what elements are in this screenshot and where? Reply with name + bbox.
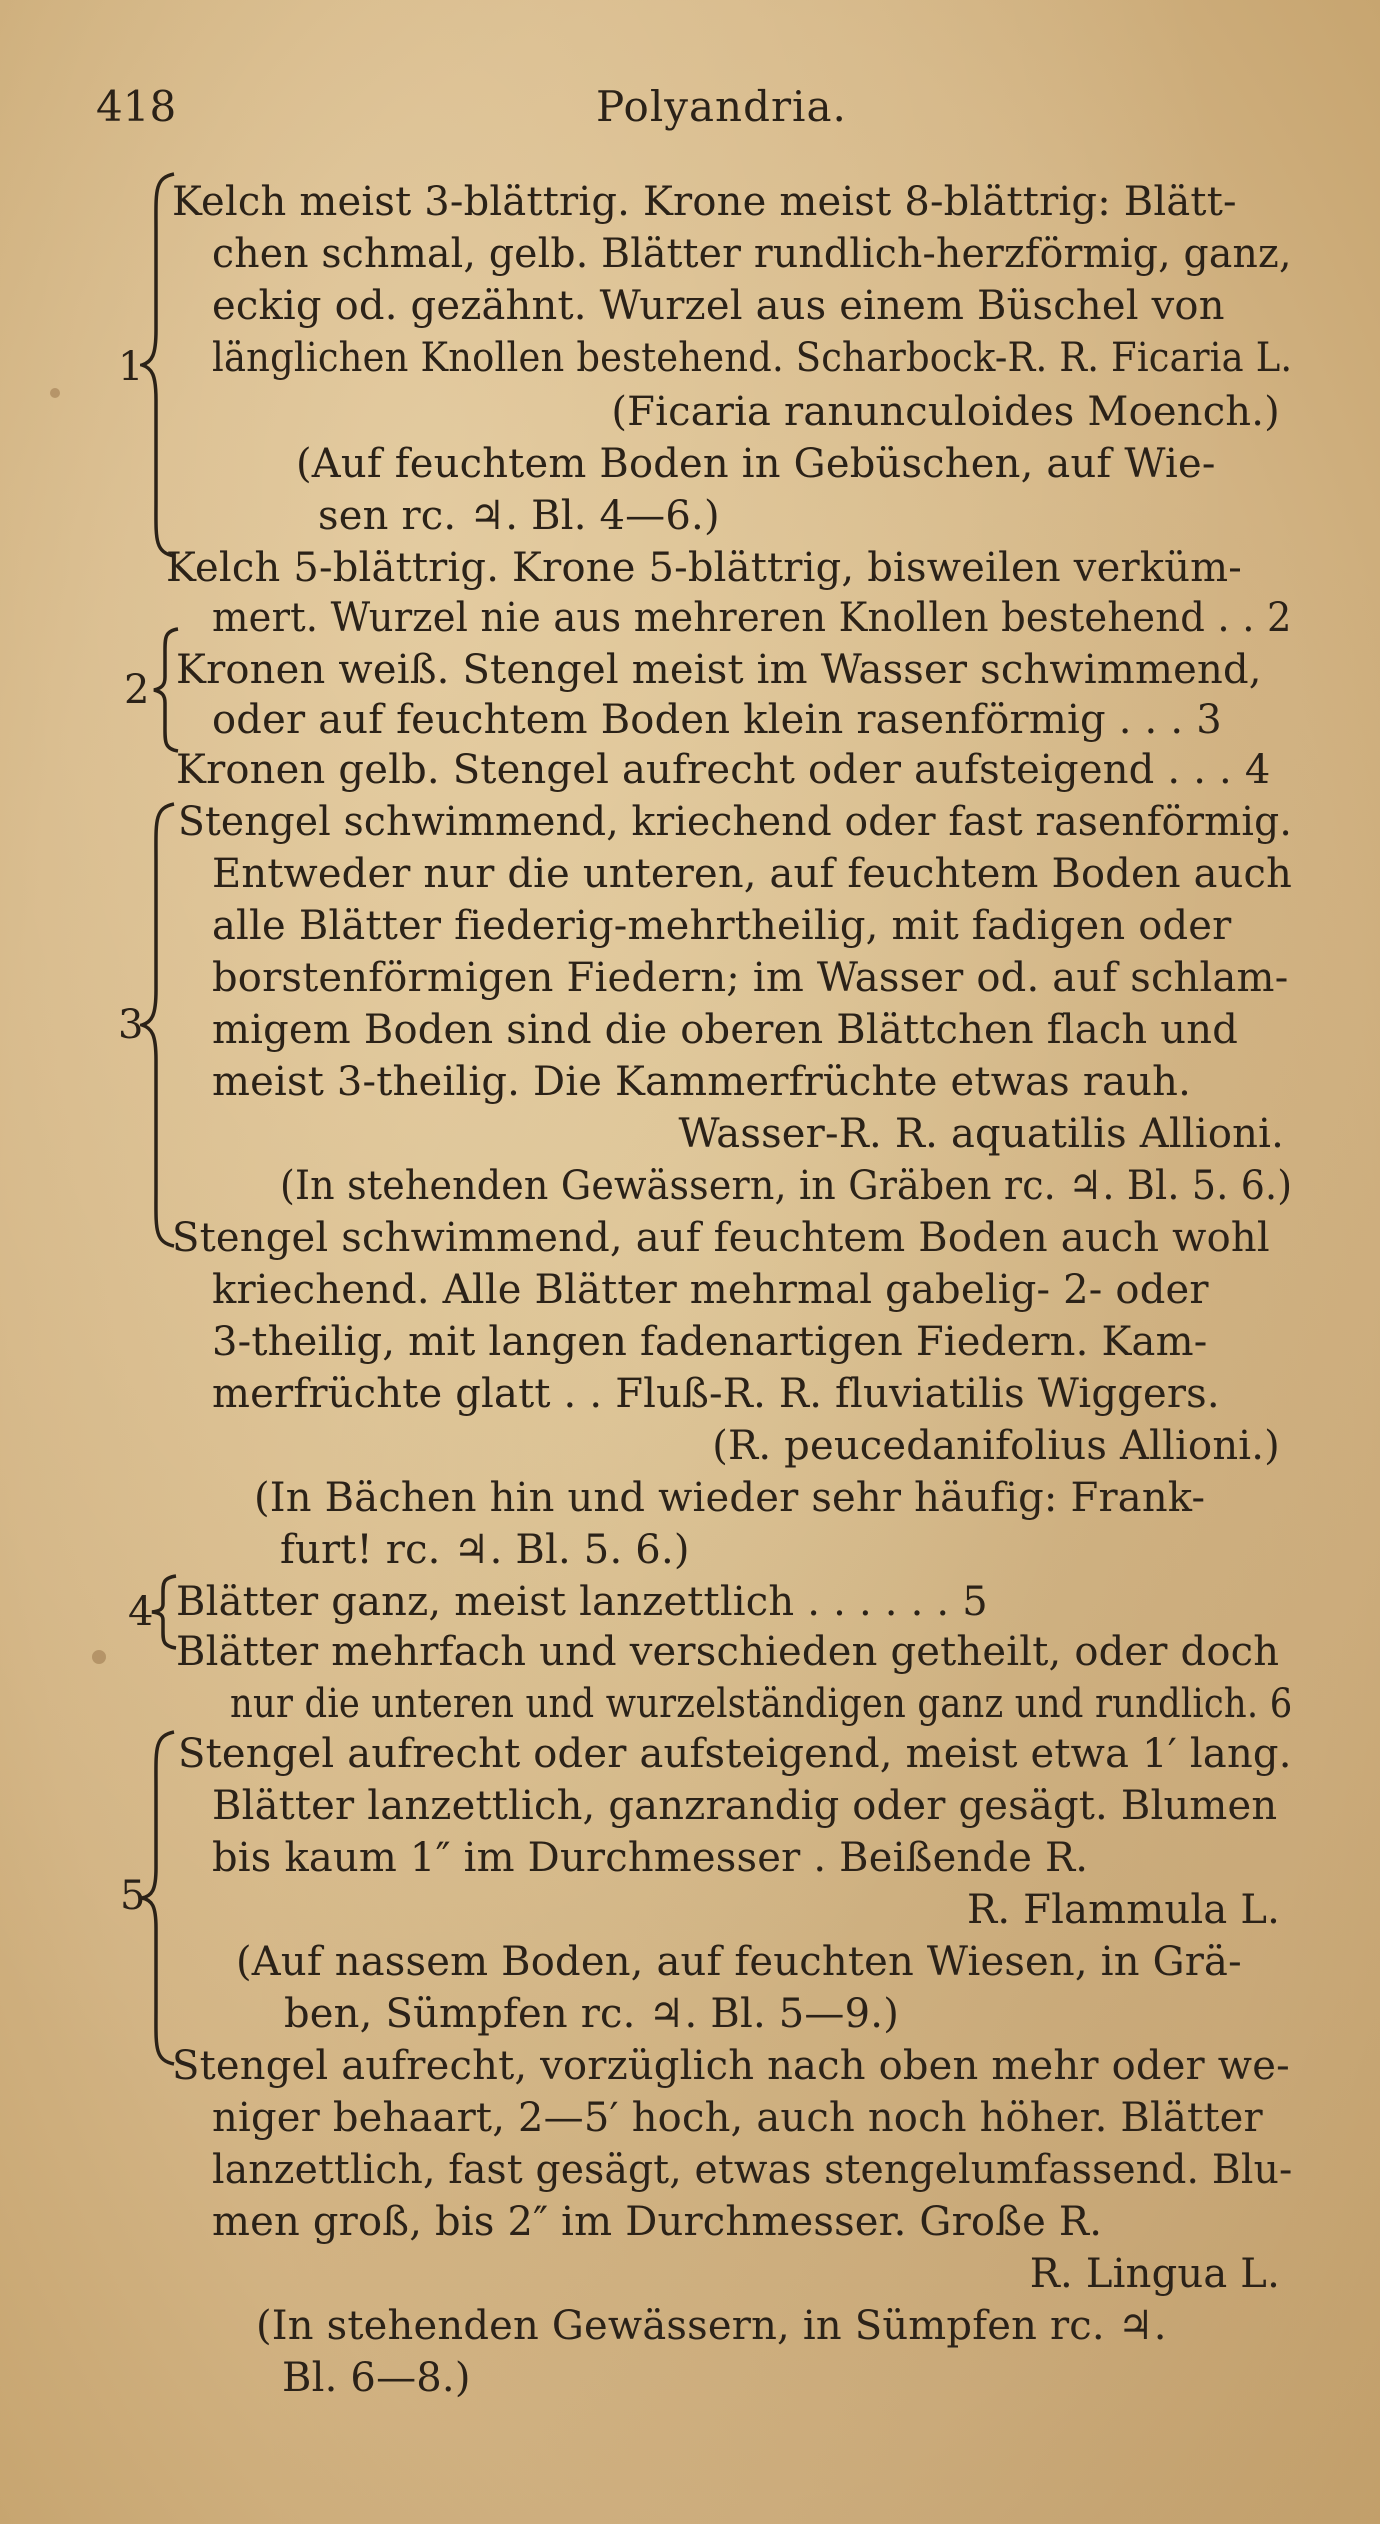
key-line: Kronen weiß. Stengel meist im Wasser schwimmend, <box>176 647 1262 693</box>
key-line: Kelch meist 3-blättrig. Krone meist 8-blättrig: Blätt- <box>172 179 1237 225</box>
habitat-line: ben, Sümpfen rc. ♃. Bl. 5—9.) <box>284 1991 899 2037</box>
key-line: Stengel aufrecht, vorzüglich nach oben mehr oder we- <box>172 2043 1290 2089</box>
group-number: 1 <box>118 344 144 390</box>
key-line: Stengel schwimmend, kriechend oder fast rasenförmig. <box>178 799 1292 845</box>
habitat-line: furt! rc. ♃. Bl. 5. 6.) <box>280 1527 690 1573</box>
key-line: Blätter mehrfach und verschieden getheilt, oder doch <box>176 1629 1280 1675</box>
key-line: borstenförmigen Fiedern; im Wasser od. auf schlam- <box>212 955 1289 1001</box>
paper-stain <box>50 388 60 398</box>
key-line: bis kaum 1″ im Durchmesser . Beißende R. <box>212 1835 1089 1881</box>
species-line: R. Flammula L. <box>967 1887 1280 1933</box>
synonym-line: (R. peucedanifolius Allioni.) <box>712 1423 1280 1469</box>
key-line: niger behaart, 2—5′ hoch, auch noch höher. Blätter <box>212 2095 1263 2141</box>
species-line: Wasser-R. R. aquatilis Allioni. <box>678 1111 1284 1157</box>
key-line: oder auf feuchtem Boden klein rasenförmig . . . 3 <box>212 697 1222 743</box>
habitat-line: (In stehenden Gewässern, in Sümpfen rc. ♃. <box>256 2303 1167 2349</box>
key-line: Kelch 5-blättrig. Krone 5-blättrig, bisweilen verküm- <box>166 545 1243 591</box>
group-5-brace <box>140 1728 180 2068</box>
key-line: Stengel aufrecht oder aufsteigend, meist etwa 1′ lang. <box>178 1731 1292 1777</box>
key-line: Stengel schwimmend, auf feuchtem Boden auch wohl <box>172 1215 1270 1261</box>
key-line: alle Blätter fiederig-mehrtheilig, mit fadigen oder <box>212 903 1232 949</box>
group-number: 2 <box>124 667 150 713</box>
key-line: meist 3-theilig. Die Kammerfrüchte etwas rauh. <box>212 1059 1192 1105</box>
group-number: 3 <box>118 1002 144 1048</box>
synonym-line: (Ficaria ranunculoides Moench.) <box>611 389 1280 435</box>
key-line: nur die unteren und wurzelständigen ganz und rundlich. 6 <box>230 1681 1293 1727</box>
group-number: 5 <box>120 1873 146 1919</box>
key-line: migem Boden sind die oberen Blättchen flach und <box>212 1007 1239 1053</box>
key-line: mert. Wurzel nie aus mehreren Knollen bestehend . . 2 <box>212 595 1292 641</box>
key-line: chen schmal, gelb. Blätter rundlich-herzförmig, ganz, <box>212 231 1292 277</box>
key-line: Entweder nur die unteren, auf feuchtem Boden auch <box>212 851 1293 897</box>
group-3-brace <box>140 800 180 1250</box>
habitat-line: sen rc. ♃. Bl. 4—6.) <box>318 493 720 539</box>
key-line: eckig od. gezähnt. Wurzel aus einem Büschel von <box>212 283 1225 329</box>
habitat-line: (In Bächen hin und wieder sehr häufig: Frank- <box>254 1475 1206 1521</box>
key-line: länglichen Knollen bestehend. Scharbock-R. R. Ficaria L. <box>212 335 1293 381</box>
habitat-line: (Auf feuchtem Boden in Gebüschen, auf Wie- <box>296 441 1216 487</box>
habitat-line: (In stehenden Gewässern, in Gräben rc. ♃. Bl. 5. 6.) <box>280 1163 1293 1209</box>
species-line: R. Lingua L. <box>1029 2251 1280 2297</box>
key-line: Kronen gelb. Stengel aufrecht oder aufsteigend . . . 4 <box>176 747 1271 793</box>
key-line: 3-theilig, mit langen fadenartigen Fiedern. Kam- <box>212 1319 1208 1365</box>
habitat-line: Bl. 6—8.) <box>282 2355 471 2401</box>
key-line: Blätter ganz, meist lanzettlich . . . . . . 5 <box>176 1579 988 1625</box>
paper-stain <box>92 1650 106 1664</box>
habitat-line: (Auf nassem Boden, auf feuchten Wiesen, in Grä- <box>236 1939 1242 1985</box>
group-1-brace <box>140 170 180 560</box>
key-line: men groß, bis 2″ im Durchmesser. Große R. <box>212 2199 1103 2245</box>
key-line: lanzettlich, fast gesägt, etwas stengelumfassend. Blu- <box>212 2147 1293 2193</box>
running-title: Polyandria. <box>596 82 847 131</box>
key-line: kriechend. Alle Blätter mehrmal gabelig- 2- oder <box>212 1267 1209 1313</box>
group-number: 4 <box>128 1589 154 1635</box>
page-number: 418 <box>96 82 177 131</box>
key-line: merfrüchte glatt . . Fluß-R. R. fluviatilis Wiggers. <box>212 1371 1220 1417</box>
key-line: Blätter lanzettlich, ganzrandig oder gesägt. Blumen <box>212 1783 1278 1829</box>
